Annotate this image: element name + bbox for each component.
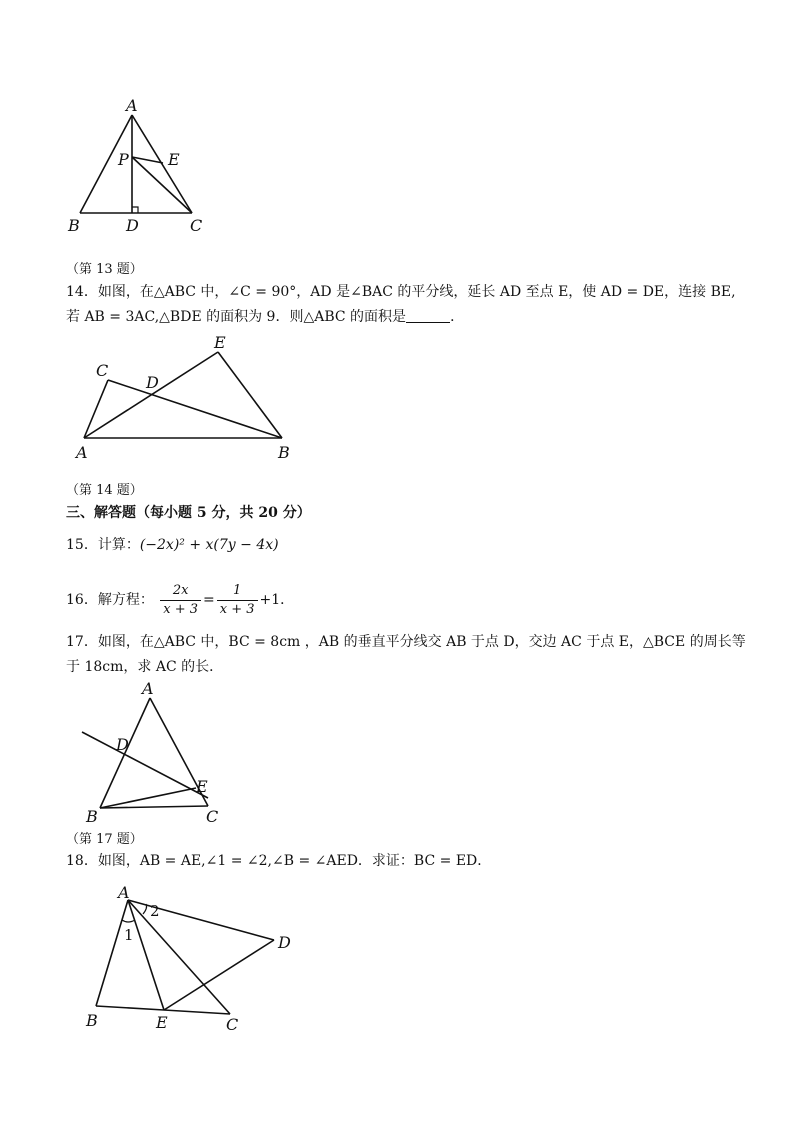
label-e: E bbox=[156, 1013, 168, 1032]
label-b: B bbox=[86, 807, 98, 825]
angle-1-arc bbox=[122, 920, 135, 922]
segment-bc bbox=[100, 806, 208, 808]
q14-end: ． bbox=[450, 309, 465, 325]
label-d: D bbox=[126, 216, 139, 235]
q17-text-line2: 于 18cm，求 AC 的长． bbox=[66, 659, 224, 675]
label-c: C bbox=[190, 216, 203, 235]
label-p: P bbox=[118, 150, 129, 169]
q16-number: 16． bbox=[66, 592, 98, 608]
segment-eb bbox=[218, 352, 282, 438]
label-a: A bbox=[76, 443, 88, 462]
label-d: D bbox=[116, 735, 129, 754]
label-a: A bbox=[126, 96, 138, 115]
angle-label-2: 2 bbox=[150, 902, 160, 920]
perpendicular-bisector bbox=[82, 732, 208, 798]
figure-18 bbox=[70, 882, 310, 1032]
question-16 bbox=[66, 578, 746, 622]
segment-cb bbox=[108, 380, 282, 438]
segment-ac bbox=[128, 900, 230, 1014]
caption-17: （第 17 题） bbox=[66, 832, 143, 847]
q14-text-line2: 若 AB = 3AC,△BDE 的面积为 9．则△ABC 的面积是 bbox=[66, 309, 407, 325]
rhs-numerator: 1 bbox=[217, 582, 258, 601]
rhs-denominator: x + 3 bbox=[219, 601, 255, 617]
q17-text-line1: 如图，在△ABC 中，BC = 8cm ，AB 的垂直平分线交 AB 于点 D，交边 AC 于点 E，△BCE 的周长等 bbox=[97, 634, 746, 650]
q16-lhs-fraction bbox=[160, 582, 201, 619]
q16-prefix: 解方程： bbox=[97, 592, 154, 608]
q15-expression: (−2x)² + x(7y − 4x) bbox=[139, 537, 279, 553]
label-a: A bbox=[118, 883, 130, 902]
label-b: B bbox=[86, 1011, 98, 1030]
question-17 bbox=[66, 630, 746, 680]
segment-ec bbox=[164, 1010, 230, 1014]
angle-label-1: 1 bbox=[124, 926, 134, 944]
caption-14: （第 14 题） bbox=[66, 483, 143, 498]
q15-number: 15． bbox=[66, 537, 98, 553]
figure-13 bbox=[60, 95, 220, 245]
label-c: C bbox=[96, 361, 109, 380]
q18-text: 如图，AB = AE,∠1 = ∠2,∠B = ∠AED．求证：BC = ED． bbox=[97, 853, 492, 869]
label-b: B bbox=[68, 216, 80, 235]
label-b: B bbox=[278, 443, 290, 462]
label-d: D bbox=[146, 373, 159, 392]
lhs-numerator: 2x bbox=[160, 582, 201, 601]
segment-ab bbox=[96, 900, 128, 1006]
q16-equals: = bbox=[203, 592, 215, 608]
label-e: E bbox=[214, 333, 226, 352]
segment-ac bbox=[84, 380, 108, 438]
label-a: A bbox=[142, 680, 154, 698]
question-18 bbox=[66, 849, 746, 874]
segment-be bbox=[96, 1006, 164, 1010]
label-c: C bbox=[226, 1015, 239, 1032]
segment-be bbox=[100, 788, 196, 808]
label-d: D bbox=[278, 933, 291, 952]
figure-17 bbox=[70, 680, 250, 825]
q17-number: 17． bbox=[66, 634, 98, 650]
caption-13: （第 13 题） bbox=[66, 262, 143, 277]
q14-text-line1: 如图，在△ABC 中，∠C = 90°，AD 是∠BAC 的平分线，延长 AD 至点 E，使 AD = DE，连接 BE, bbox=[97, 284, 736, 300]
question-15 bbox=[66, 533, 746, 558]
lhs-denominator: x + 3 bbox=[163, 601, 199, 617]
label-e: E bbox=[196, 777, 208, 796]
figure-14 bbox=[68, 332, 308, 467]
q14-number: 14． bbox=[66, 284, 98, 300]
segment-ac bbox=[132, 115, 192, 213]
answer-blank[interactable] bbox=[406, 308, 450, 323]
right-angle-mark bbox=[132, 207, 138, 213]
q18-number: 18． bbox=[66, 853, 98, 869]
label-c: C bbox=[206, 807, 219, 825]
angle-2-arc bbox=[143, 904, 147, 914]
q15-prefix: 计算： bbox=[97, 537, 140, 553]
q16-tail: +1． bbox=[259, 592, 295, 608]
segment-ed bbox=[164, 940, 274, 1010]
question-14 bbox=[66, 280, 746, 330]
label-e: E bbox=[168, 150, 180, 169]
q16-rhs-fraction bbox=[217, 582, 258, 619]
section-heading: 三、解答题（每小题 5 分，共 20 分） bbox=[66, 505, 311, 521]
